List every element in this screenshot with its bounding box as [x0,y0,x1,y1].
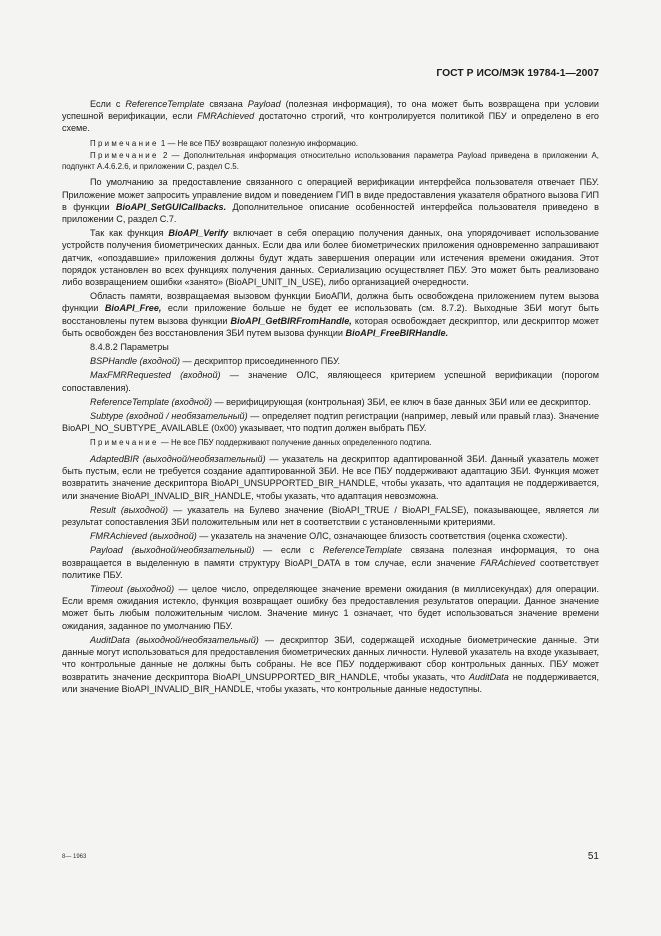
note-subtype: Примечание — Не все ПБУ поддерживают получение данных определенного подтипа. [90,438,432,448]
paragraph-verify-serialization: Так как функция BioAPI_Verify включает в себя операцию получения данных, она упорядочивает использование устройств получения биометрических данных. Если два или более биометрических приложения одновременно запрашивают датчик, «опоздавшие» приложения должны будут ждать завершения операции или истечения времени ожидания. Этот порядок установлен во всех функциях получения данных. Сериализацию осуществляет ПБУ. Это может быть реализовано либо возвращением ошибки «занято» (BioAPI_UNIT_IN_USE), либо организацией очередности. [62,228,599,288]
paragraph-memory-free: Область памяти, возвращаемая вызовом функции БиоАПИ, должна быть освобождена приложением путем вызова функции BioAPI_Free, если приложение больше не будет ее использовать (см. 8.7.2). Выходные ЗБИ могут быть восстановлены путем вызова функции BioAPI_GetBIRFromHandle, которая освобождает дескриптор, или дескриптор может быть освобожден без восстановления ЗБИ путем вызова функции BioAPI_FreeBIRHandle. [62,291,599,338]
param-bsphandle: BSPHandle (входной) — дескриптор присоединенного ПБУ. [90,356,341,367]
param-maxfmrrequested: MaxFMRRequested (входной) — значение ОЛС, являющееся критерием успешной верификации (порогом сопоставления). [62,370,599,393]
param-timeout: Timeout (выходной) — целое число, определяющее значение времени ожидания (в миллисекундах) для операции. Если время ожидания истекло, функция возвращает ошибку без предоставления результатов операции. Данное значение может быть любым положительным числом. Значение минус 1 означает, что будет использоваться значение времени ожидания, заданное по умолчанию ПБУ. [62,584,599,631]
param-result: Result (выходной) — указатель на Булево значение (BioAPI_TRUE / BioAPI_FALSE), показывающее, является ли результат сопоставления ЗБИ положительным или нет в соответствии с установленными критериями. [62,504,599,528]
section-parameters-heading: 8.4.8.2 Параметры [90,342,169,353]
param-adaptedbir: AdaptedBIR (выходной/необязательный) — указатель на дескриптор адаптированной ЗБИ. Данный указатель может быть пустым, если не требуется создание адаптированной ЗБИ. Не все ПБУ поддерживают адаптацию ЗБИ. Функция может возвратить значение дескриптора BioAPI_UNSUPPORTED_BIR_HANDLE, чтобы указать, что адаптация не поддерживается, или значение BioAPI_INVALID_BIR_HANDLE, чтобы указать, что адаптация невозможна. [62,454,600,501]
param-payload: Payload (выходной/необязательный) — если с ReferenceTemplate связана полезная информация, то она возвращается в выделенную в памяти структуру BioAPI_DATA в том случае, если значение FARAchieved соответствует политике ПБУ. [62,545,599,580]
document-body [62,98,599,697]
print-mark: 8— 1963 [62,854,87,860]
page-number: 51 [587,851,599,862]
param-fmrachieved: FMRAchieved (выходной) — указатель на значение ОЛС, означающее близость соответствия (оценка схожести). [90,531,568,542]
paragraph-gui: По умолчанию за предоставление связанного с операцией верификации интерфейса пользователя отвечает ПБУ. Приложение может запросить управление видом и поведением ГИП в виде предоставления указателя обратного вызова ГИП в функции BioAPI_SetGUICallbacks. Дополнительное описание особенностей интерфейса пользователя приведено в приложении С, раздел С.7. [62,177,599,224]
note-1: Примечание 1 — Не все ПБУ возвращают полезную информацию. [90,138,358,148]
param-subtype: Subtype (входной / необязательный) — определяет подтип регистрации (например, левый или правый глаз). Значение BioAPI_NO_SUBTYPE_AVAILABLE (0x00) указывает, что подтип должен выбрать ПБУ. [62,411,600,434]
param-auditdata: AuditData (выходной/необязательный) — дескриптор ЗБИ, содержащей исходные биометрические данные. Эти данные могут использоваться для предоставления биометрических данных личности. Нулевой указатель на входе указывает, что контрольные данные не должны быть собраны. Не все ПБУ поддерживают сбор контрольных данных. ПБУ может возвратить значение дескриптора BioAPI_UNSUPPORTED_BIR_HANDLE, чтобы указать, что AuditData не поддерживается, или значение BioAPI_INVALID_BIR_HANDLE, чтобы указать, что контрольные данные недоступны. [62,634,599,694]
standard-header: ГОСТ Р ИСО/МЭК 19784-1—2007 [436,68,599,79]
param-referencetemplate: ReferenceTemplate (входной) — верифицирующая (контрольная) ЗБИ, ее ключ в базе данных ЗБИ или ее дескриптор. [90,396,591,407]
paragraph-payload-intro: Если с ReferenceTemplate связана Payload (полезная информация), то она может быть возвращена при условии успешной верификации, если FMRAchieved достаточно строгий, что контролируется политикой ПБУ и определено в его схеме. [62,99,600,134]
note-2: Примечание 2 — Дополнительная информация относительно использования параметра Payload приведена в приложении А, подпункт А.4.6.2.6, и приложении С, раздел С.5. [62,151,599,171]
